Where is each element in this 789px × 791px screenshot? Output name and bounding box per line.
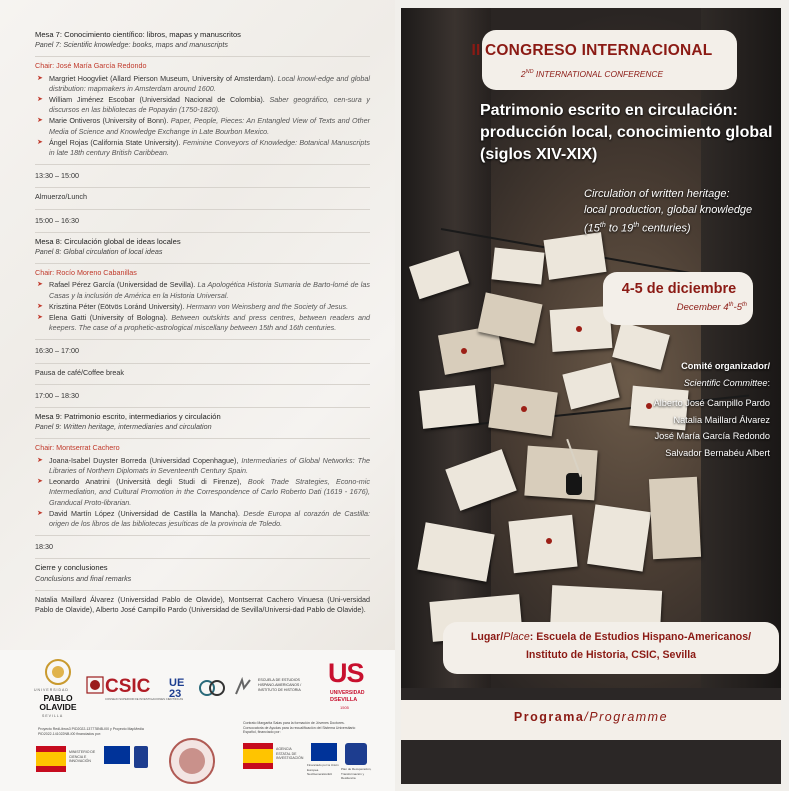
us-logo: US xyxy=(328,658,364,688)
letter xyxy=(649,477,701,559)
venue-box xyxy=(443,622,779,674)
time-slot: 15:00 – 16:30 xyxy=(35,215,79,225)
committee-member: Alberto José Campillo Pardo xyxy=(653,398,770,408)
programa-text: Programa xyxy=(513,710,585,724)
panel-7 xyxy=(35,30,370,158)
panel-title: Mesa 9: Patrimonio escrito, intermediarios y circulación xyxy=(35,412,221,422)
arrow-icon: ➤ xyxy=(37,281,43,289)
csic-emblem-icon xyxy=(86,676,104,694)
talk-title: Intermediaries of Global Networks: The Libraries of Northern Diplomats in Seventeenth Century Spain. xyxy=(49,455,370,475)
divider xyxy=(35,339,370,340)
letter xyxy=(587,504,651,571)
divider xyxy=(35,558,370,559)
programme-text: /Programme xyxy=(584,710,669,724)
panel-9 xyxy=(35,412,370,529)
spain-flag-logo xyxy=(36,746,66,772)
divider xyxy=(35,363,370,364)
arrow-icon: ➤ xyxy=(37,456,43,464)
prtr-logo-2 xyxy=(345,743,367,765)
talk-title: Book Trade Strategies, Econo-mic Intermediation, and Cultural Promotion in the Correspondence of Carlo Roberto Dati (1619 - 1676), Granducal Proto-librarian. xyxy=(49,477,370,507)
date-en-part: December 4 xyxy=(676,302,729,314)
project-left-text: Proyecto RedLibros3 PID2022-137778NB-I00 y Proyecto MapMedia PID2022-141022NB-I00 financiados por: xyxy=(38,727,144,736)
divider xyxy=(35,590,370,591)
divider xyxy=(35,407,370,408)
panel-8 xyxy=(35,237,370,334)
letter xyxy=(543,232,606,280)
talk-title: La Apologética Historia Sumaria de Barto-lomé de las Casas y la inclusión de América en la Historia Universal. xyxy=(49,280,370,300)
talk-item xyxy=(35,313,370,333)
eu-flag-logo xyxy=(104,746,130,764)
title-en-line: Circulation of written heritage: xyxy=(584,188,730,200)
closing-text: Natalia Maillard Álvarez (Universidad Pablo de Olavide), Montserrat Cachero Vinuesa (Uni-versidad Pablo de Olavide), Alberto José Campillo Pardo (Universidad de Sevilla/Universi-dad Pablo de Olavide). xyxy=(35,594,370,614)
arrow-icon: ➤ xyxy=(37,509,43,517)
talk-item xyxy=(35,138,370,158)
arrow-icon: ➤ xyxy=(37,314,43,322)
arrow-icon: ➤ xyxy=(37,138,43,146)
committee-member: Natalia Maillard Álvarez xyxy=(673,414,770,425)
wax-seal xyxy=(461,348,467,354)
letter xyxy=(491,247,544,284)
date-en-sup: th xyxy=(728,302,734,308)
break-label: Almuerzo/Lunch xyxy=(35,192,87,202)
talk-list xyxy=(35,456,370,529)
talk-item xyxy=(35,95,370,115)
ih-logo-icon xyxy=(232,676,254,698)
talk-author: Krisztina Péter (Eötvös Loránd University). xyxy=(49,301,185,311)
us-sub1: UNIVERSIDAD xyxy=(330,690,365,696)
ministerio-text: MINISTERIO DE CIENCIA E INNOVACIÓN xyxy=(69,750,96,763)
letter xyxy=(419,385,479,429)
talk-item xyxy=(35,74,370,94)
talk-title: Between outskirts and press centres, between readers and keepers. The case of a prophetic-astrological miscellany between 15th and 16th centuries. xyxy=(49,313,370,333)
talk-title: Desde Europa al corazón de Castilla: origen de los libros de las bibliotecas jesuíticas de la provincia de Toledo. xyxy=(49,508,370,528)
panel-subtitle: Panel 9: Written heritage, intermediaries and circulation xyxy=(35,422,212,432)
divider xyxy=(35,232,370,233)
break-label: Pausa de café/Coffee break xyxy=(35,367,124,377)
committee-heading-en xyxy=(595,375,770,392)
divider xyxy=(35,56,370,57)
talk-item xyxy=(35,509,370,529)
venue-label-es: Lugar/ xyxy=(470,631,504,643)
divider xyxy=(35,438,370,439)
divider xyxy=(35,535,370,536)
title-en-line xyxy=(584,218,774,237)
congress-en-sup: ND xyxy=(525,69,534,76)
talk-item xyxy=(35,116,370,136)
arrow-icon: ➤ xyxy=(37,302,43,310)
title-en-part: centuries) xyxy=(639,222,691,235)
divider xyxy=(35,187,370,188)
date-english xyxy=(603,302,755,313)
panel-title: Mesa 7: Conocimiento científico: libros, mapas y manuscritos xyxy=(35,30,241,39)
talk-item xyxy=(35,280,370,300)
eu-text: Financiado por la Unión Europea NextGenerationEU xyxy=(307,763,339,776)
talk-list xyxy=(35,74,370,159)
venue-line-1 xyxy=(443,631,779,643)
talk-list xyxy=(35,280,370,333)
upo-bottom-text: SEVILLA xyxy=(42,714,64,718)
csic-subtitle: CONSEJO SUPERIOR DE INVESTIGACIONES CIENTÍFICAS xyxy=(105,697,184,701)
wax-seal xyxy=(576,326,582,332)
panel-chair: Chair: Rocío Moreno Cabanillas xyxy=(35,268,137,278)
title-en-part: (15 xyxy=(584,222,600,235)
closing-title: Cierre y conclusiones xyxy=(35,563,108,573)
csic-logo: CSIC xyxy=(105,676,151,697)
congress-title-box xyxy=(482,30,737,90)
arrow-icon: ➤ xyxy=(37,96,43,104)
congress-title: II CONGRESO INTERNACIONAL xyxy=(471,42,713,59)
talk-author: William Jiménez Escobar (Universidad Nacional de Colombia). xyxy=(49,95,265,105)
engraving xyxy=(524,446,597,501)
talk-title: Paper, People, Pieces: An Entangled View of Texts and Other Media of Science and Knowledge Exchange in Late Bourbon Mexico. xyxy=(49,116,370,136)
talk-item xyxy=(35,456,370,476)
wax-seal xyxy=(521,406,527,412)
escuela-text: ESCUELA DE ESTUDIOS HISPANO-AMERICANOS / INSTITUTO DE HISTORIA xyxy=(258,678,302,692)
project-right-text: Contrato Margarita Salas para la formación de Jóvenes Doctores. Convocatoria de Ayudas para la recualificación del Sistema Universitario Español, financiado por: xyxy=(243,721,356,734)
date-spanish: 4-5 de diciembre xyxy=(621,281,737,297)
divider xyxy=(35,384,370,385)
committee-member: Salvador Bernabéu Albert xyxy=(665,447,770,458)
talk-author: Elena Gatti (University of Bologna). xyxy=(49,313,168,323)
eu-flag-logo-2 xyxy=(311,743,337,761)
talk-author: Margriet Hoogvliet (Allard Pierson Museum, University of Amsterdam). xyxy=(49,73,276,83)
arrow-icon: ➤ xyxy=(37,74,43,82)
arrow-icon: ➤ xyxy=(37,478,43,486)
title-en-part: to 19 xyxy=(605,222,634,235)
committee-colon: : xyxy=(767,377,770,388)
talk-item xyxy=(35,302,370,312)
divider xyxy=(35,164,370,165)
panel-title: Mesa 8: Circulación global de ideas locales xyxy=(35,236,181,246)
talk-title: Feminine Conveyors of Knowledge: Botanical Manuscripts in late 18th century British Caribbean. xyxy=(49,137,370,158)
title-en-line: local production, global knowledge xyxy=(584,204,753,216)
upo-top-text: UNIVERSIDAD xyxy=(34,688,69,692)
talk-item xyxy=(35,477,370,508)
talk-author: Ángel Rojas (California State University). xyxy=(49,137,181,147)
venue-line-2: Instituto de Historia, CSIC, Sevilla xyxy=(525,649,697,661)
committee-heading-en-text: Scientific Committee xyxy=(683,377,768,388)
panel-subtitle: Panel 8: Global circulation of local ideas xyxy=(35,247,163,257)
title-english xyxy=(584,186,774,237)
talk-title: Local knowl-edge and global distribution: mapmakers in Amsterdam around 1600. xyxy=(49,73,371,93)
panel-chair: Chair: Montserrat Cachero xyxy=(35,443,120,453)
time-slot: 18:30 xyxy=(35,542,53,552)
talk-author: Leonardo Anatrini (Università degli Studi di Firenze), xyxy=(49,477,242,487)
spain-flag-logo-2 xyxy=(243,743,273,769)
congress-en-text: INTERNATIONAL CONFERENCE xyxy=(535,69,664,79)
title-spanish: Patrimonio escrito en circulación: producción local, conocimiento global (siglos XIV-XIX) xyxy=(480,102,773,163)
divider xyxy=(35,263,370,264)
date-en-part: -5 xyxy=(733,302,742,314)
talk-author: Joana-Isabel Duyster Borreda (Universidad Copenhague), xyxy=(49,455,239,465)
letter xyxy=(508,515,577,573)
time-slot: 17:00 – 18:30 xyxy=(35,390,79,400)
aei-text: AGENCIA ESTATAL DE INVESTIGACIÓN xyxy=(276,747,304,760)
time-slot: 16:30 – 17:00 xyxy=(35,346,79,356)
date-en-sup: th xyxy=(741,302,747,308)
talk-author: David Martín López (Universidad de Castilla la Mancha). xyxy=(49,508,240,518)
program-list xyxy=(35,30,370,615)
ue23-logo: UE 23 xyxy=(169,677,185,700)
committee-member: José María García Redondo xyxy=(654,431,770,441)
committee-heading: Comité organizador/ xyxy=(681,361,770,371)
prtr-logo xyxy=(134,746,148,768)
divider xyxy=(35,209,370,210)
sponsor-logos xyxy=(0,650,395,791)
date-box xyxy=(603,272,753,325)
upo-logo-icon xyxy=(40,658,76,690)
panel-subtitle: Panel 7: Scientific knowledge: books, maps and manuscripts xyxy=(35,40,228,50)
talk-title: Hermann von Weinsberg and the Society of Jesus. xyxy=(186,301,349,311)
prtr-text: Plan de Recuperación, Transformación y Resiliencia xyxy=(341,767,372,780)
seal-logo-icon xyxy=(167,736,217,786)
title-en-sup: th xyxy=(599,222,606,229)
venue-label-en: Place xyxy=(503,631,530,643)
venue-line1-text: : Escuela de Estudios Hispano-Americanos/ xyxy=(529,631,752,643)
programme-label xyxy=(401,710,781,724)
congress-subtitle xyxy=(395,69,789,79)
us-year: 1505 xyxy=(340,705,349,710)
talk-title: Saber geográfico, cen-sura y discursos en las bibliotecas de Popayán (1750-1820). xyxy=(49,95,371,115)
upo-name: PABLO OLAVIDE xyxy=(39,693,77,712)
congress-en-num: 2 xyxy=(520,69,526,79)
talk-author: Marie Ontiveros (University of Bonn). xyxy=(49,116,169,126)
wax-seal xyxy=(546,538,552,544)
time-slot: 13:30 – 15:00 xyxy=(35,171,79,181)
closing-subtitle: Conclusions and final remarks xyxy=(35,573,132,583)
arrow-icon: ➤ xyxy=(37,117,43,125)
title-en-sup: th xyxy=(633,222,640,229)
eeha-logo-icon xyxy=(198,678,226,698)
talk-author: Rafael Pérez García (Universidad de Sevilla). xyxy=(49,280,196,290)
panel-chair: Chair: José María García Redondo xyxy=(35,61,147,71)
us-sub2: DSEVILLA xyxy=(330,697,358,703)
organizing-committee xyxy=(595,358,770,461)
